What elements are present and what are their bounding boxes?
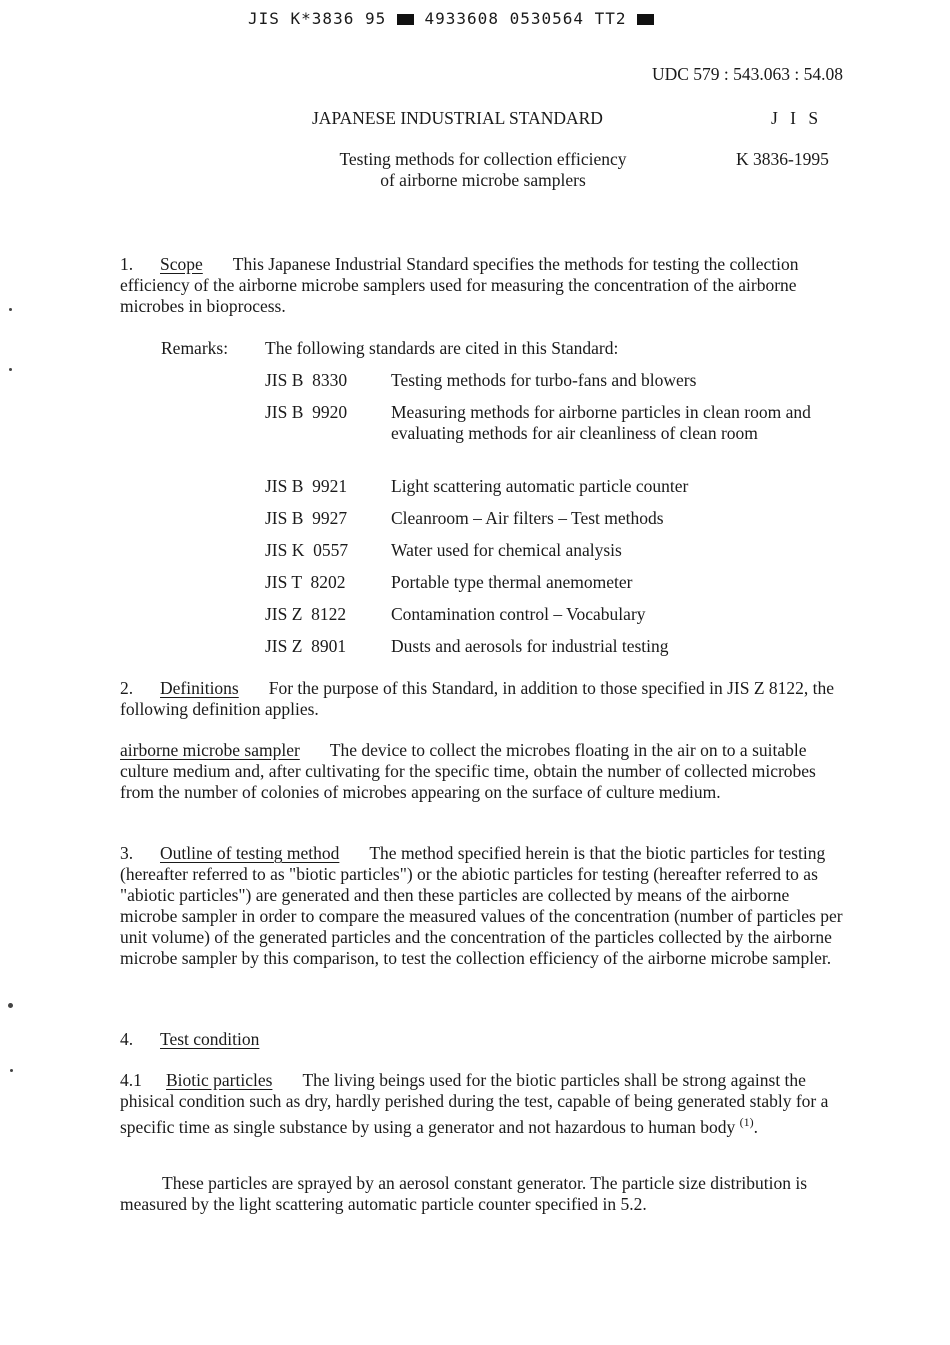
scan-dot (8, 1003, 13, 1008)
section-heading: Test condition (160, 1029, 260, 1049)
section-heading: Biotic particles (166, 1070, 273, 1090)
reference-item: JIS K 0557 Water used for chemical analysis (265, 540, 622, 560)
black-block-mark (637, 14, 654, 25)
jis-mark: J I S (771, 108, 823, 128)
reference-item: JIS T 8202 Portable type thermal anemometer (265, 572, 633, 592)
reference-item: JIS B 8330 Testing methods for turbo-fans and blowers (265, 370, 697, 390)
reference-item: JIS B 9927 Cleanroom – Air filters – Test methods (265, 508, 664, 528)
remarks-intro: The following standards are cited in this Standard: (265, 338, 619, 358)
reference-item: JIS B 9921 Light scattering automatic particle counter (265, 476, 689, 496)
remarks-label: Remarks: (161, 338, 229, 358)
document-title: Testing methods for collection efficiency of airborne microbe samplers (339, 149, 627, 190)
section-scope: 1. Scope This Japanese Industrial Standard specifies the methods for testing the collection efficiency of the airborne microbe samplers used for measuring the concentration of the airborne microbes in bioprocess. (120, 254, 799, 316)
scan-dot (9, 308, 12, 311)
scan-dot (9, 368, 12, 371)
footnote-ref[interactable]: (1) (739, 1115, 754, 1129)
section-heading: Scope (160, 254, 203, 274)
reference-item: JIS B 9920 Measuring methods for airborne particles in clean room and evaluating methods for air cleanliness of clean room (265, 402, 811, 443)
reference-item: JIS Z 8122 Contamination control – Vocabulary (265, 604, 646, 624)
standard-body: JAPANESE INDUSTRIAL STANDARD (312, 108, 603, 128)
black-block-mark (397, 14, 414, 25)
scan-dot (10, 1069, 13, 1072)
section-biotic-particles: 4.1 Biotic particles The living beings used for the biotic particles shall be strong against the phisical condition such as dry, hardly perished during the test, capable of being generated stably for a specific time as single substance by using a generator and not hazardous to human body $^{(1)}$. (120, 1070, 829, 1137)
udc-number: UDC 579 : 543.063 : 54.08 (651, 64, 843, 84)
catalog-code: JIS K*3836 95 4933608 0530564 TT2 (248, 8, 654, 29)
definition-term: airborne microbe sampler (120, 740, 300, 760)
section-definitions: 2. Definitions For the purpose of this Standard, in addition to those specified in JIS Z 8122, the following definition applies. (120, 678, 835, 719)
section-outline: 3. Outline of testing method The method specified herein is that the biotic particles for testing (hereafter referred to as "biotic particles") or the abiotic particles for testing (hereafter referred to as "abiotic particles") are generated and then these particles are collected by means of the airborne microbe sampler in order to compare the measured values of the concentration (number of particles per unit volume) of the generated particles and the concentration of the particles collected by the airborne microbe sampler by this comparison, to test the collection efficiency of the airborne microbe sampler. (120, 843, 843, 968)
definition-entry: airborne microbe sampler The device to collect the microbes floating in the air on to a suitable culture medium and, after cultivating for the specific time, obtain the number of collected microbes from the number of colonies of microbes appearing on the surface of culture medium. (120, 740, 816, 802)
reference-item: JIS Z 8901 Dusts and aerosols for industrial testing (265, 636, 669, 656)
standard-number: K 3836-1995 (736, 149, 829, 169)
section-heading: Definitions (160, 678, 239, 698)
paragraph: These particles are sprayed by an aerosol constant generator. The particle size distribution is measured by the light scattering automatic particle counter specified in 5.2. (120, 1173, 808, 1214)
section-heading: Outline of testing method (160, 843, 340, 863)
section-test-condition: 4. Test condition (120, 1029, 260, 1049)
